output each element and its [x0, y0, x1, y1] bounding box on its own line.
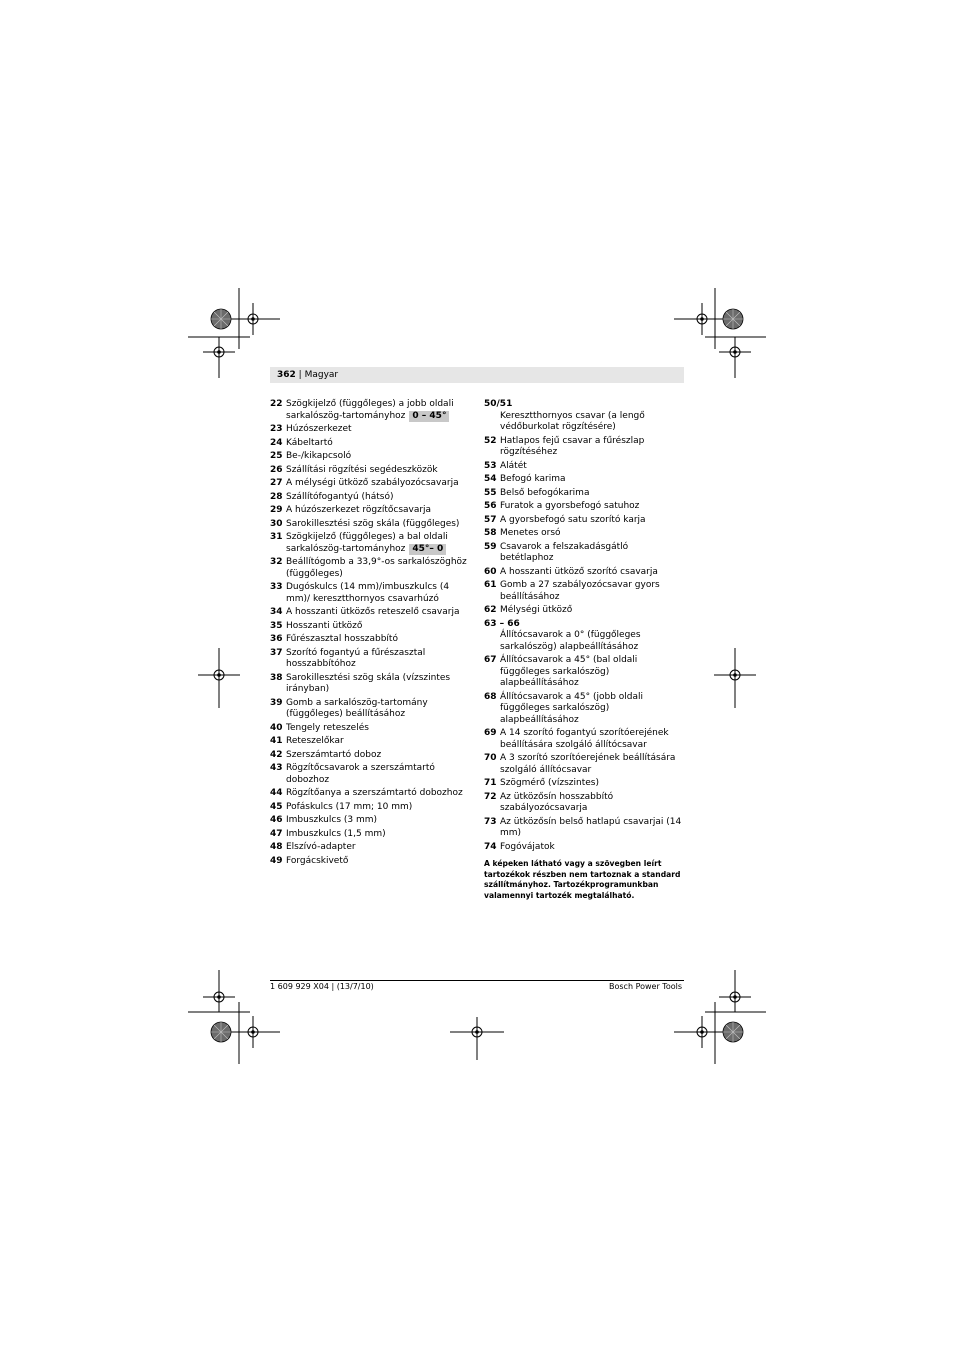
item-number: 41: [270, 736, 283, 746]
item-text: Imbuszkulcs (3 mm): [286, 815, 378, 825]
list-item: [270, 492, 470, 504]
list-item: [484, 580, 684, 603]
list-item: [270, 451, 470, 463]
header-language: Magyar: [304, 370, 339, 380]
footer-rule: [270, 980, 684, 981]
list-item: [270, 519, 470, 531]
item-text: Alátét: [500, 460, 527, 471]
item-text: Gomb a sarkalószög-tartomány (függőleges) beállításához: [286, 697, 428, 719]
list-item: [270, 750, 470, 762]
list-item: [270, 621, 470, 633]
item-text: Szorító fogantyú a fűrészasztal hosszabbítóhoz: [286, 647, 426, 669]
list-item: [270, 698, 470, 721]
item-number: 56: [484, 501, 497, 511]
item-number: 47: [270, 828, 283, 839]
list-item: [484, 692, 684, 727]
item-number: 44: [270, 788, 283, 798]
item-number: 48: [270, 842, 283, 852]
item-number: 26: [270, 464, 283, 475]
item-text: Szállítófogantyú (hátsó): [286, 491, 394, 502]
item-number: 38: [270, 672, 283, 683]
list-item: [270, 648, 470, 671]
item-text: Fűrészasztal hosszabbító: [286, 634, 398, 644]
list-item: [270, 607, 470, 619]
item-number: 36: [270, 634, 283, 644]
item-number: 42: [270, 749, 283, 760]
parts-list-right: [484, 399, 684, 901]
item-number: 24: [270, 437, 283, 448]
item-text: Pofáskulcs (17 mm; 10 mm): [286, 801, 413, 812]
item-number: 58: [484, 528, 497, 538]
item-number: 63 – 66: [484, 618, 520, 629]
item-number: 27: [270, 478, 283, 488]
list-item: [270, 532, 470, 555]
list-item: [484, 728, 684, 751]
item-number: 62: [484, 605, 497, 615]
list-item: [484, 528, 684, 540]
list-item: [484, 567, 684, 579]
item-number: 40: [270, 722, 283, 733]
item-text: Kábeltartó: [286, 437, 333, 448]
item-text: A 3 szorító szorítóerejének beállítására szolgáló állítócsavar: [500, 753, 676, 775]
list-item: [270, 829, 470, 841]
item-text: Tengely reteszelés: [286, 722, 369, 733]
item-text: Hosszanti ütköző: [286, 620, 363, 631]
item-text: Befogó karima: [500, 474, 566, 484]
item-text: Rögzítőcsavarok a szerszámtartó dobozhoz: [286, 763, 435, 785]
item-text: Szállítási rögzítési segédeszközök: [286, 464, 438, 475]
angle-badge: 0 – 45°: [409, 411, 449, 422]
item-text: A hosszanti ütközős reteszelő csavarja: [286, 607, 460, 617]
item-number: 23: [270, 424, 283, 434]
list-item: [270, 557, 470, 580]
list-item: [484, 655, 684, 690]
list-item: [270, 673, 470, 696]
item-text: Csavarok a felszakadásgátló betétlaphoz: [500, 541, 629, 563]
item-number: 35: [270, 620, 283, 631]
item-text: Reteszelőkar: [286, 736, 344, 746]
list-item: [270, 815, 470, 827]
item-text: Mélységi ütköző: [500, 605, 573, 615]
item-number: 25: [270, 451, 283, 461]
list-item: [270, 856, 470, 868]
item-text: Furatok a gyorsbefogó satuhoz: [500, 501, 640, 511]
item-text: Szögkijelző (függőleges) a bal oldali sarkalószög-tartományhoz: [286, 532, 448, 554]
list-item: [270, 478, 470, 490]
list-item: [270, 842, 470, 854]
accessory-note: A képeken látható vagy a szövegben leírt tartozékok részben nem tartoznak a standard szállítmányhoz. Tartozékprogramunkban valamennyi tartozék megtalálható.: [484, 859, 681, 900]
list-item: [484, 501, 684, 513]
item-number: 45: [270, 801, 283, 812]
item-number: 71: [484, 778, 497, 788]
list-item: [270, 438, 470, 450]
item-number: 73: [484, 816, 497, 827]
item-text: Sarokillesztési szög skála (vízszintes irányban): [286, 672, 451, 694]
item-text: A hosszanti ütköző szorító csavarja: [500, 566, 658, 577]
item-number: 60: [484, 566, 497, 577]
footer-doc-number: 1 609 929 X04 | (13/7/10): [270, 982, 374, 991]
item-number: 53: [484, 460, 497, 471]
item-number: 34: [270, 607, 283, 617]
list-item: [270, 763, 470, 786]
item-text: Belső befogókarima: [500, 487, 590, 498]
header-separator: |: [298, 370, 302, 380]
list-item: [484, 436, 684, 459]
list-item: [270, 736, 470, 748]
item-text: Állítócsavarok a 0° (függőleges sarkalószög) alapbeállításához: [500, 630, 641, 652]
list-item: [484, 542, 684, 565]
item-text: A mélységi ütköző szabályozócsavarja: [286, 478, 459, 488]
item-text: Fogóvájatok: [500, 841, 555, 852]
list-item: [484, 817, 684, 840]
item-number: 39: [270, 697, 283, 708]
item-number: 33: [270, 582, 283, 592]
item-number: 59: [484, 541, 497, 552]
list-item: [484, 399, 684, 434]
list-item: [484, 461, 684, 473]
item-number: 46: [270, 815, 283, 825]
item-text: Be-/kikapcsoló: [286, 451, 352, 461]
list-item: [270, 424, 470, 436]
item-text: A 14 szorító fogantyú szorítóerejének beállítására szolgáló állítócsavar: [500, 728, 669, 750]
list-item: [270, 582, 470, 605]
item-number: 67: [484, 655, 497, 665]
item-text: Az ütközősín hosszabbító szabályozócsavarja: [500, 791, 614, 813]
item-text: Menetes orsó: [500, 528, 561, 538]
list-item: [270, 634, 470, 646]
item-text: Szögkijelző (függőleges) a jobb oldali sarkalószög-tartományhoz: [286, 399, 454, 421]
angle-badge: 45°– 0: [409, 544, 446, 555]
item-number: 50/51: [484, 399, 513, 409]
item-number: 70: [484, 753, 497, 763]
item-text: Gomb a 27 szabályozócsavar gyors beállításához: [500, 580, 660, 602]
list-item: [270, 505, 470, 517]
item-text: Keresztthornyos csavar (a lengő védőburkolat rögzítésére): [500, 410, 645, 432]
item-number: 68: [484, 691, 497, 702]
footer-brand: Bosch Power Tools: [609, 982, 682, 991]
item-number: 74: [484, 841, 497, 852]
item-number: 54: [484, 474, 497, 484]
item-text: A húzószerkezet rögzítőcsavarja: [286, 505, 432, 515]
list-item: [484, 778, 684, 790]
item-text: Imbuszkulcs (1,5 mm): [286, 828, 386, 839]
item-text: Állítócsavarok a 45° (bal oldali függőleges sarkalószög) alapbeállításához: [500, 655, 638, 688]
item-text: Elszívó-adapter: [286, 842, 356, 852]
item-number: 69: [484, 728, 497, 738]
item-number: 31: [270, 532, 283, 542]
item-text: Beállítógomb a 33,9°-os sarkalószöghöz (függőleges): [286, 557, 467, 579]
item-text: Az ütközősín belső hatlapú csavarjai (14 mm): [500, 816, 682, 838]
item-number: 72: [484, 791, 497, 802]
parts-list-left: [270, 399, 470, 869]
list-item: [484, 753, 684, 776]
item-number: 30: [270, 518, 283, 529]
item-text: Sarokillesztési szög skála (függőleges): [286, 518, 460, 529]
list-item: [270, 723, 470, 735]
item-number: 57: [484, 514, 497, 525]
item-text: Hatlapos fejű csavar a fűrészlap rögzítéséhez: [500, 435, 645, 457]
item-number: 32: [270, 557, 283, 567]
item-number: 37: [270, 647, 283, 658]
list-item: [484, 605, 684, 617]
item-number: 52: [484, 435, 497, 446]
item-number: 49: [270, 855, 283, 866]
item-text: Szögmérő (vízszintes): [500, 778, 599, 788]
list-item: [484, 474, 684, 486]
list-item: [484, 619, 684, 654]
item-text: Dugóskulcs (14 mm)/imbuszkulcs (4 mm)/ keresztthornyos csavarhúzó: [286, 582, 450, 604]
item-text: Forgácskivető: [286, 855, 349, 866]
list-item: [270, 465, 470, 477]
item-number: 43: [270, 763, 283, 773]
list-item: [484, 842, 684, 854]
list-item: [484, 515, 684, 527]
list-item: [484, 792, 684, 815]
page-number: 362: [277, 370, 296, 380]
item-number: 61: [484, 580, 497, 590]
item-text: Állítócsavarok a 45° (jobb oldali függőleges sarkalószög) alapbeállításához: [500, 691, 643, 725]
list-item: [270, 788, 470, 800]
list-item: [270, 802, 470, 814]
item-number: 55: [484, 487, 497, 498]
list-item: [484, 488, 684, 500]
page-header: [277, 369, 338, 381]
item-text: A gyorsbefogó satu szorító karja: [500, 514, 646, 525]
item-text: Húzószerkezet: [286, 424, 352, 434]
item-number: 29: [270, 505, 283, 515]
item-text: Rögzítőanya a szerszámtartó dobozhoz: [286, 788, 463, 798]
item-text: Szerszámtartó doboz: [286, 749, 382, 760]
item-number: 28: [270, 491, 283, 502]
list-item: [270, 399, 470, 422]
item-number: 22: [270, 399, 283, 409]
